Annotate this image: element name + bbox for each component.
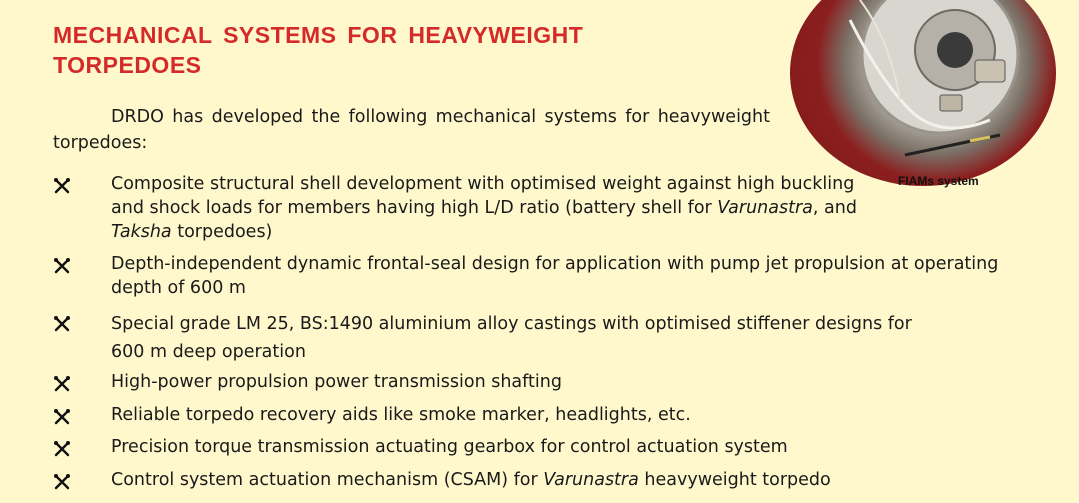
heading-line-1: MECHANICAL SYSTEMS FOR HEAVYWEIGHT: [53, 22, 584, 48]
bullet-cross-icon: [53, 315, 71, 333]
bullet-cross-icon: [53, 473, 71, 491]
fiams-device-illustration: [790, 0, 1056, 186]
list-item-text: Composite structural shell development with optimised weight against high buckling and shock loads for members having high L/D ratio (battery shell for Varunastra, and Taksha torpedoes): [111, 174, 857, 242]
heading-line-2: TORPEDOES: [53, 52, 202, 78]
list-item-text: Depth-independent dynamic frontal-seal design for application with pump jet propulsion at operating depth of 600 m: [111, 254, 999, 298]
bullet-cross-icon: [53, 440, 71, 458]
section-heading: [53, 20, 583, 80]
figure-caption: FIAMs system: [898, 174, 979, 188]
list-item-text: Precision torque transmission actuating gearbox for control actuation system: [111, 437, 788, 457]
list-item-text: High-power propulsion power transmission shafting: [111, 372, 562, 392]
intro-paragraph: DRDO has developed the following mechanical systems for heavyweight torpedoes:: [53, 107, 770, 153]
bullet-cross-icon: [53, 375, 71, 393]
list-item-text: Control system actuation mechanism (CSAM) for Varunastra heavyweight torpedo: [111, 470, 831, 490]
fiams-photo: [790, 0, 1056, 186]
list-item-text: Reliable torpedo recovery aids like smoke marker, headlights, etc.: [111, 405, 691, 425]
bullet-cross-icon: [53, 257, 71, 275]
list-item-text: Special grade LM 25, BS:1490 aluminium alloy castings with optimised stiffener designs for 600 m deep operation: [111, 314, 912, 362]
bullet-cross-icon: [53, 408, 71, 426]
bullet-cross-icon: [53, 177, 71, 195]
